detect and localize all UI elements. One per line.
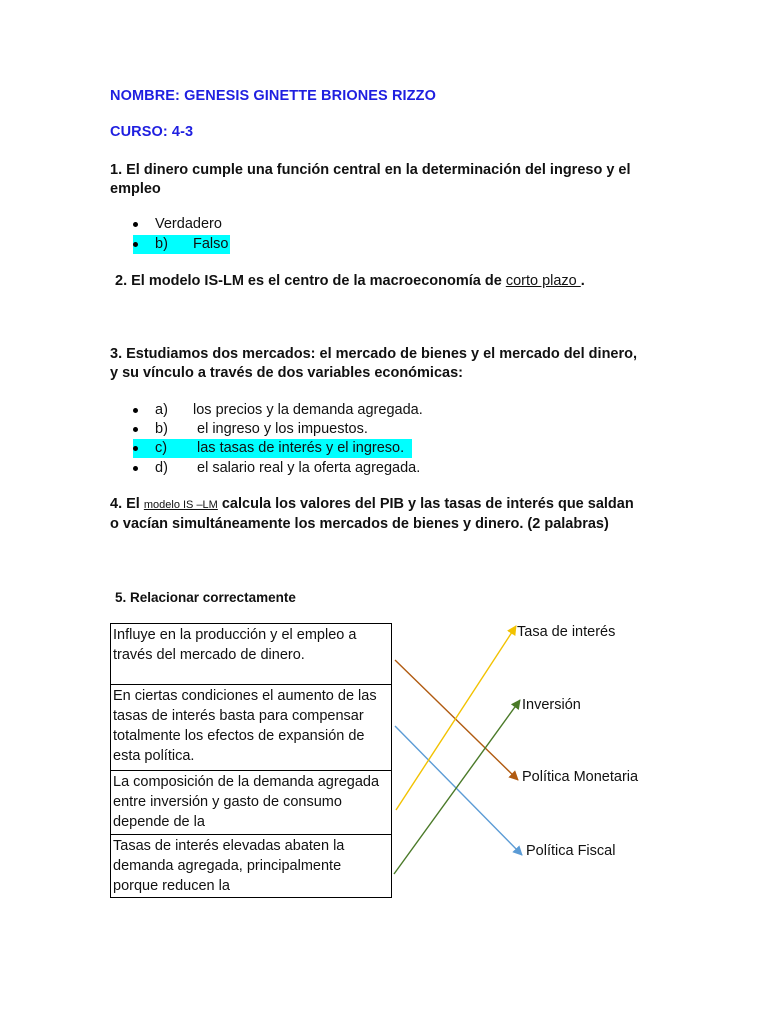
arrow-green <box>394 700 520 874</box>
q1-option-b-text: Falso <box>193 236 229 252</box>
question-4-line2: o vacían simultáneamente los mercados de bienes y dinero. (2 palabras) <box>110 516 609 532</box>
match-right-item-1: Tasa de interés <box>517 624 616 640</box>
q3-option-c-text: las tasas de interés y el ingreso. <box>197 440 405 456</box>
match-left-item-4: Tasas de interés elevadas abaten la demanda agregada, principalmente porque reducen la <box>110 834 392 898</box>
question-5-title: 5. Relacionar correctamente <box>115 590 296 605</box>
question-3-line2: y su vínculo a través de dos variables económicas: <box>110 365 463 381</box>
question-4-answer: modelo IS –LM <box>143 499 218 511</box>
q1-option-b-letter: b) <box>155 236 168 252</box>
q3-option-b-text: el ingreso y los impuestos. <box>197 421 368 437</box>
student-name: NOMBRE: GENESIS GINETTE BRIONES RIZZO <box>110 88 436 104</box>
q1-option-a-text: Verdadero <box>155 216 222 232</box>
q3-option-d-text: el salario real y la oferta agregada. <box>197 460 421 476</box>
match-left-item-3: La composición de la demanda agregada entre inversión y gasto de consumo depende de la <box>110 770 392 835</box>
arrow-yellow <box>396 626 516 810</box>
arrow-brown <box>395 660 518 780</box>
match-left-item-2: En ciertas condiciones el aumento de las tasas de interés basta para compensar totalmente los efectos de expansión de esta política. <box>110 684 392 771</box>
match-right-item-3: Política Monetaria <box>522 769 639 785</box>
match-left-item-1: Influye en la producción y el empleo a través del mercado de dinero. <box>110 623 392 685</box>
course-label: CURSO: 4-3 <box>110 124 194 140</box>
q3-option-b-letter: b) <box>155 421 168 437</box>
question-4-prefix: 4. El <box>110 496 144 512</box>
question-4-suffix: calcula los valores del PIB y las tasas de interés que saldan <box>217 496 634 512</box>
match-right-item-2: Inversión <box>522 697 581 713</box>
question-2-prefix: 2. El modelo IS-LM es el centro de la macroeconomía de <box>115 273 506 289</box>
question-1-line1: 1. El dinero cumple una función central en la determinación del ingreso y el <box>110 162 631 178</box>
arrow-blue <box>395 726 522 855</box>
question-3-line1: 3. Estudiamos dos mercados: el mercado de bienes y el mercado del dinero, <box>110 346 638 362</box>
q3-option-c-letter: c) <box>155 440 168 456</box>
question-1-line2: empleo <box>110 181 161 197</box>
q3-option-a-letter: a) <box>155 402 168 418</box>
question-2-answer: corto plazo <box>505 273 581 289</box>
q3-option-d-letter: d) <box>155 460 168 476</box>
match-right-item-4: Política Fiscal <box>526 843 616 859</box>
q3-option-a-text: los precios y la demanda agregada. <box>193 402 423 418</box>
question-2-suffix: . <box>580 273 585 289</box>
